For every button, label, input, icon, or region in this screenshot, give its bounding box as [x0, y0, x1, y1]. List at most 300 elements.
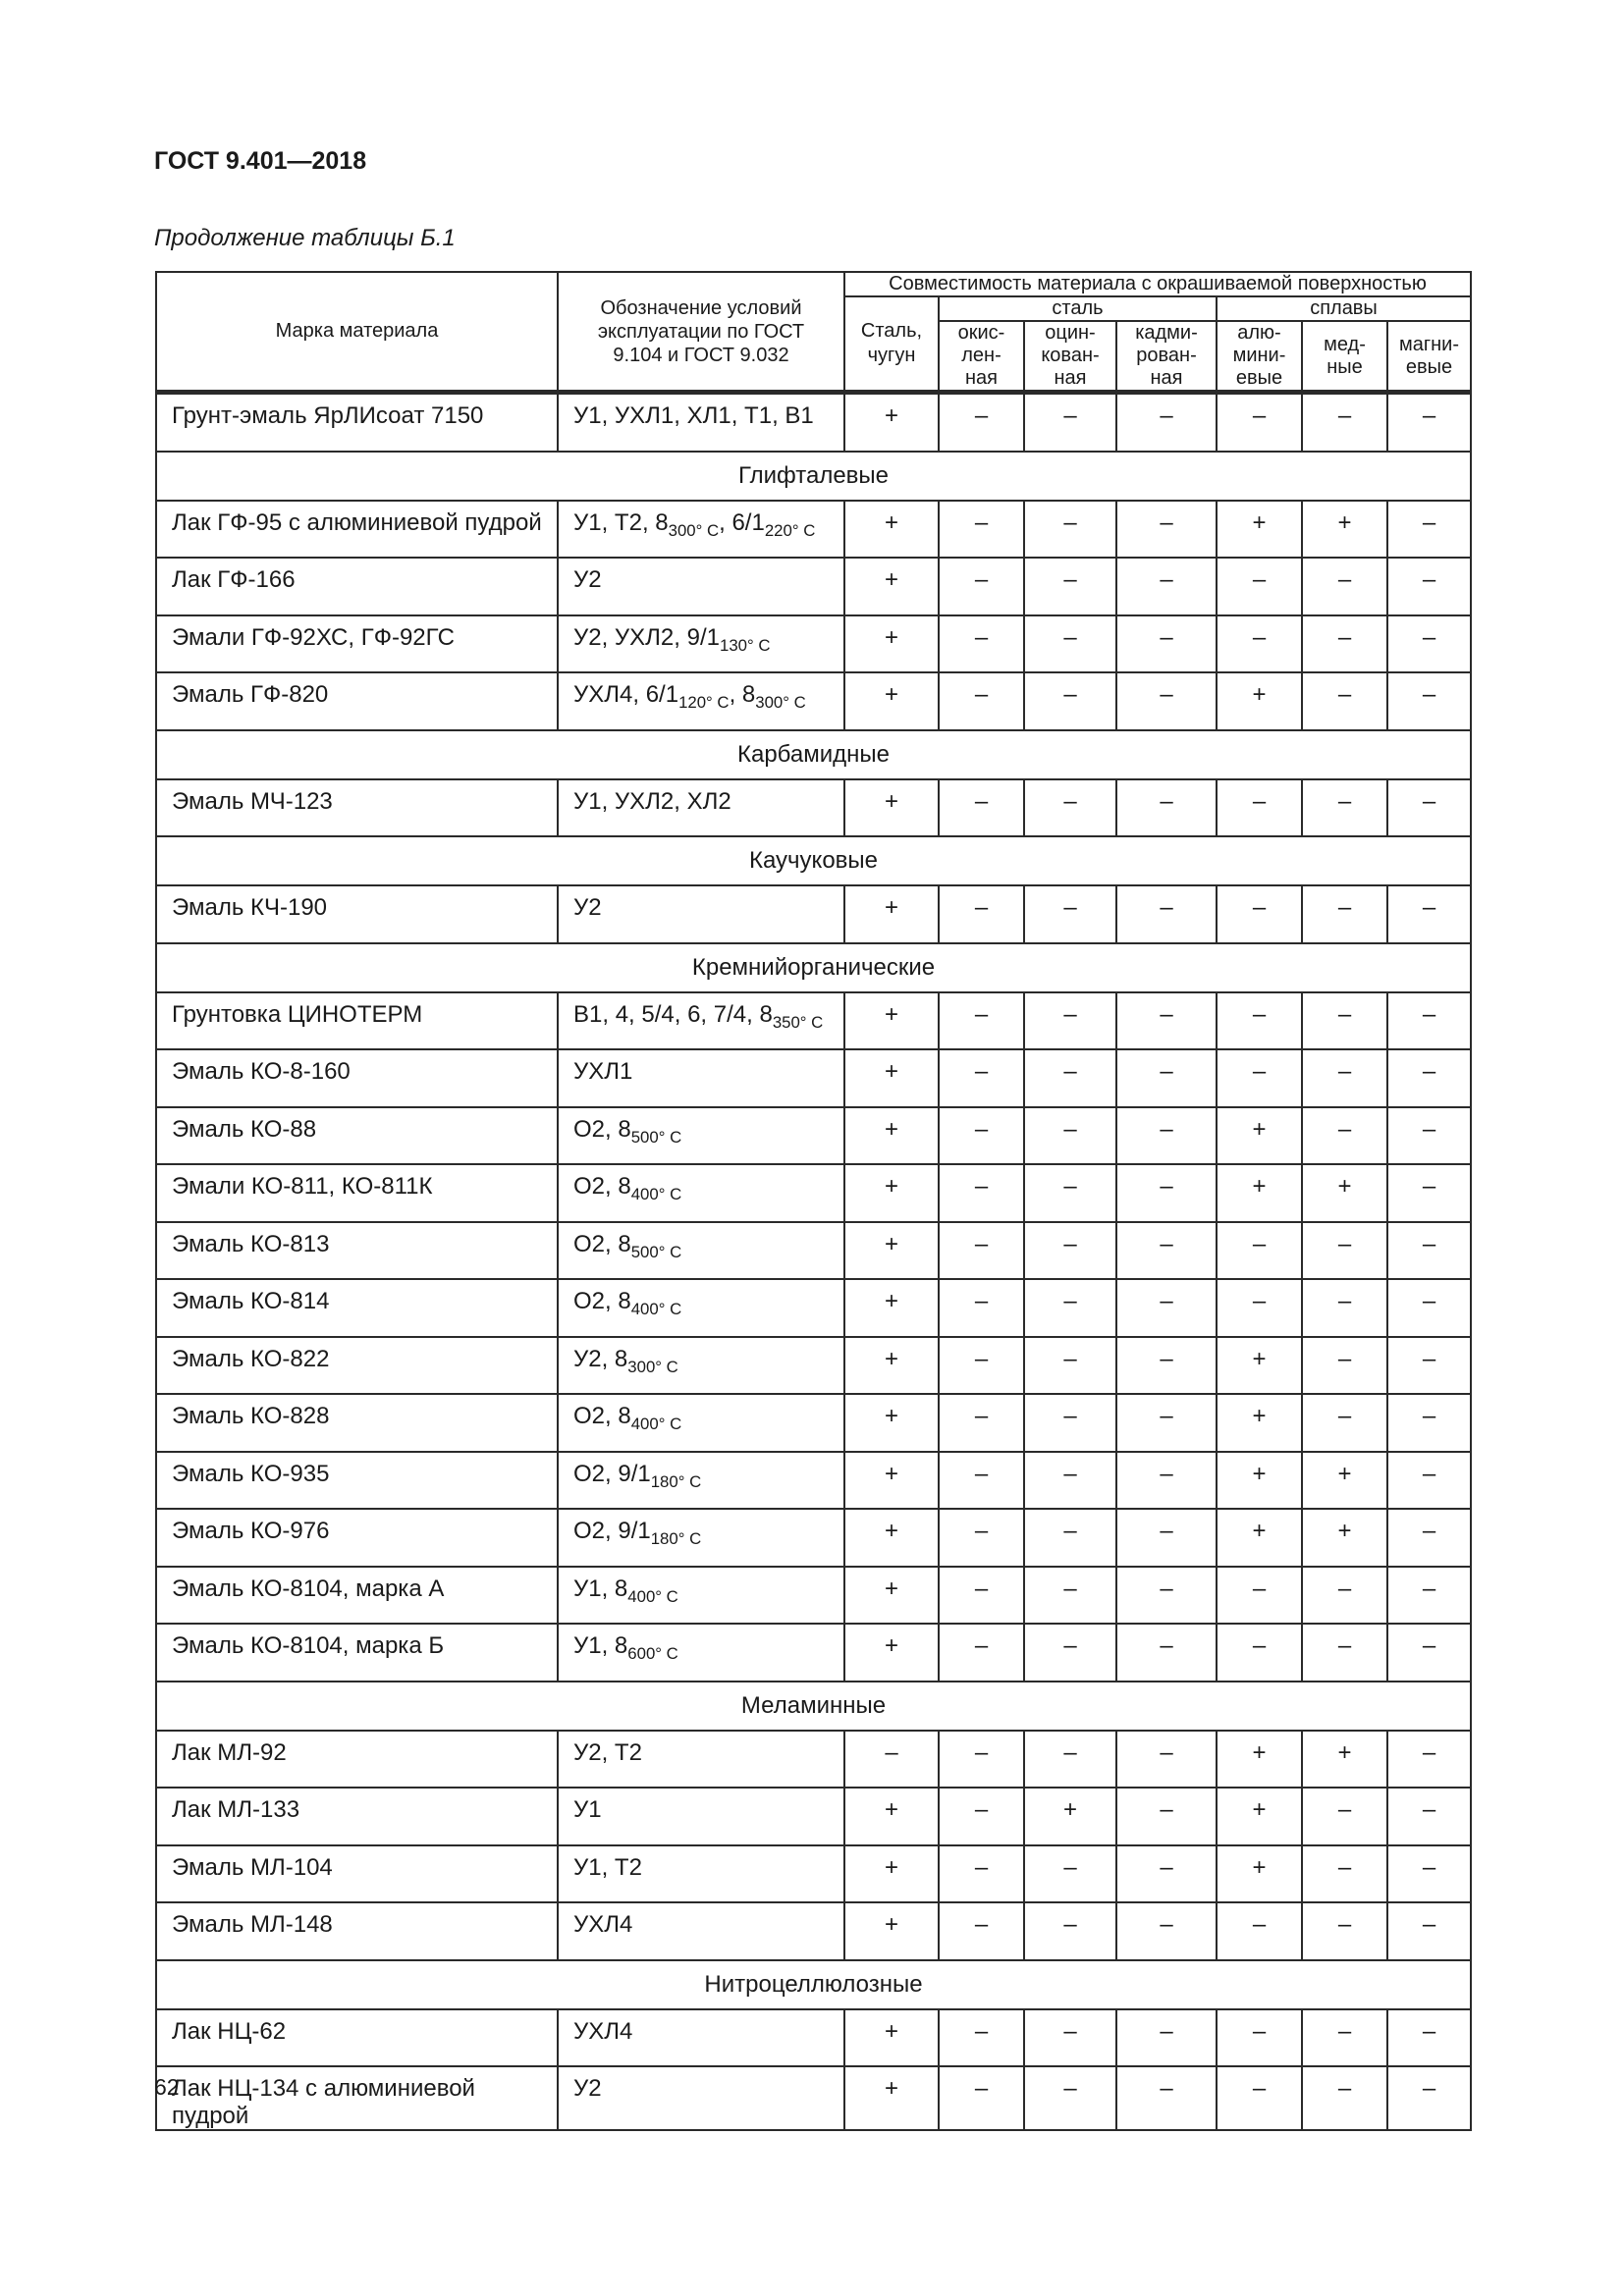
header-galvanized: оцин- кован- ная — [1024, 321, 1116, 393]
compatibility-mark: – — [1387, 615, 1471, 673]
compatibility-mark: + — [844, 992, 939, 1050]
conditions-text: О2, 8 — [573, 1403, 631, 1429]
material-name: Эмаль МЛ-148 — [156, 1902, 558, 1960]
compatibility-mark: + — [1217, 1452, 1302, 1510]
compatibility-mark: – — [1302, 672, 1387, 730]
compatibility-mark: – — [1387, 1279, 1471, 1337]
material-name: Эмаль КО-813 — [156, 1222, 558, 1280]
table-row — [156, 1394, 1471, 1452]
conditions-cell — [558, 779, 844, 837]
compatibility-mark: + — [1217, 1731, 1302, 1789]
compatibility-mark: – — [1116, 1731, 1217, 1789]
compatibility-mark: – — [1387, 2066, 1471, 2130]
conditions-cell — [558, 1624, 844, 1682]
conditions-cell — [558, 615, 844, 673]
compatibility-mark: – — [939, 558, 1024, 615]
compatibility-mark: – — [1217, 885, 1302, 943]
compatibility-mark: – — [1302, 1337, 1387, 1395]
temperature-subscript: 180° С — [650, 1471, 702, 1491]
header-cadmium: кадми- рован- ная — [1116, 321, 1217, 393]
compatibility-mark: – — [1302, 615, 1387, 673]
compatibility-mark: – — [1302, 1049, 1387, 1107]
compatibility-mark: – — [1024, 1624, 1116, 1682]
conditions-text: У1, 8 — [573, 1575, 628, 1602]
compatibility-mark: – — [1024, 779, 1116, 837]
group-heading-row — [156, 836, 1471, 885]
material-name: Эмаль КО-8104, марка А — [156, 1567, 558, 1625]
compatibility-mark: – — [1116, 1107, 1217, 1165]
conditions-cell — [558, 1731, 844, 1789]
header-oxidized: окис- лен- ная — [939, 321, 1024, 393]
header-steel-iron: Сталь, чугун — [844, 296, 939, 393]
temperature-subscript: 350° С — [772, 1012, 824, 1032]
conditions-text: , 6/1 — [719, 508, 765, 536]
compatibility-mark: – — [844, 1731, 939, 1789]
table-row — [156, 1567, 1471, 1625]
compatibility-mark: + — [1217, 1337, 1302, 1395]
conditions-text: У1, Т2 — [573, 1853, 642, 1881]
temperature-subscript: 300° С — [627, 1357, 678, 1376]
compatibility-mark: – — [1116, 558, 1217, 615]
compatibility-mark: – — [1024, 615, 1116, 673]
table-row — [156, 1845, 1471, 1903]
compatibility-mark: – — [939, 393, 1024, 452]
compatibility-mark: + — [844, 1567, 939, 1625]
compatibility-mark: – — [1387, 992, 1471, 1050]
conditions-text: У1 — [573, 1796, 602, 1823]
compatibility-mark: – — [1024, 1902, 1116, 1960]
compatibility-mark: – — [1387, 1337, 1471, 1395]
table-row — [156, 2009, 1471, 2067]
compatibility-mark: – — [1116, 672, 1217, 730]
compatibility-mark: + — [1302, 501, 1387, 559]
compatibility-mark: – — [1387, 1509, 1471, 1567]
conditions-cell — [558, 2066, 844, 2130]
compatibility-mark: – — [1387, 1845, 1471, 1903]
compatibility-mark: + — [1302, 1731, 1387, 1789]
compatibility-mark: – — [1024, 672, 1116, 730]
temperature-subscript: 400° С — [630, 1184, 682, 1203]
page-number: 62 — [154, 2074, 180, 2100]
temperature-subscript: 220° С — [764, 520, 816, 540]
compatibility-mark: – — [1024, 1845, 1116, 1903]
compatibility-mark: – — [1302, 885, 1387, 943]
compatibility-mark: – — [939, 1452, 1024, 1510]
temperature-subscript: 500° С — [630, 1242, 682, 1261]
compatibility-mark: – — [1024, 558, 1116, 615]
compatibility-mark: – — [939, 501, 1024, 559]
compatibility-mark: + — [844, 1509, 939, 1567]
material-name: Эмаль КО-88 — [156, 1107, 558, 1165]
compatibility-mark: – — [1302, 1845, 1387, 1903]
compatibility-mark: – — [1024, 992, 1116, 1050]
compatibility-mark: – — [1024, 1049, 1116, 1107]
compatibility-mark: – — [1387, 2009, 1471, 2067]
temperature-subscript: 400° С — [627, 1586, 678, 1606]
compatibility-mark: + — [844, 1107, 939, 1165]
material-name: Эмаль КО-822 — [156, 1337, 558, 1395]
temperature-subscript: 300° С — [668, 520, 720, 540]
compatibility-mark: – — [1302, 558, 1387, 615]
compatibility-mark: – — [1387, 1788, 1471, 1845]
compatibility-mark: + — [844, 1624, 939, 1682]
compatibility-mark: – — [939, 1567, 1024, 1625]
compatibility-mark: – — [939, 1049, 1024, 1107]
compatibility-mark: – — [939, 1394, 1024, 1452]
conditions-cell — [558, 1049, 844, 1107]
conditions-cell — [558, 885, 844, 943]
compatibility-mark: – — [939, 1624, 1024, 1682]
compatibility-mark: – — [1387, 1624, 1471, 1682]
compatibility-mark: + — [844, 2009, 939, 2067]
compatibility-mark: – — [1217, 1222, 1302, 1280]
conditions-cell — [558, 1509, 844, 1567]
table-row — [156, 1902, 1471, 1960]
compatibility-mark: – — [1116, 615, 1217, 673]
header-conditions: Обозначение условий эксплуатации по ГОСТ 9.104 и ГОСТ 9.032 — [558, 272, 844, 393]
conditions-text: В1, 4, 5/4, 6, 7/4, 8 — [573, 1000, 773, 1028]
conditions-text: У2, 8 — [573, 1345, 628, 1372]
compatibility-mark: – — [1387, 558, 1471, 615]
header-copper: мед- ные — [1302, 321, 1387, 393]
table-row — [156, 393, 1471, 452]
conditions-text: О2, 9/1 — [573, 1460, 651, 1487]
conditions-cell — [558, 1337, 844, 1395]
compatibility-mark: – — [1387, 1107, 1471, 1165]
compatibility-mark: – — [1217, 779, 1302, 837]
compatibility-mark: – — [1116, 885, 1217, 943]
compatibility-mark: – — [1387, 1902, 1471, 1960]
conditions-cell — [558, 2009, 844, 2067]
compatibility-mark: – — [1302, 1107, 1387, 1165]
conditions-cell — [558, 1788, 844, 1845]
compatibility-mark: – — [939, 779, 1024, 837]
conditions-cell — [558, 393, 844, 452]
material-name: Эмали ГФ-92ХС, ГФ-92ГС — [156, 615, 558, 673]
compatibility-mark: – — [1302, 1902, 1387, 1960]
compatibility-mark: + — [844, 1452, 939, 1510]
compatibility-mark: – — [1387, 885, 1471, 943]
compatibility-mark: – — [1024, 1394, 1116, 1452]
compatibility-mark: – — [1302, 1394, 1387, 1452]
material-name: Эмаль КО-8-160 — [156, 1049, 558, 1107]
compatibility-mark: – — [1116, 1845, 1217, 1903]
compatibility-mark: – — [1217, 393, 1302, 452]
material-name: Грунт-эмаль ЯрЛИсоат 7150 — [156, 393, 558, 452]
table-row — [156, 1731, 1471, 1789]
conditions-text: УХЛ4 — [573, 1911, 633, 1938]
material-name: Эмаль МЧ-123 — [156, 779, 558, 837]
compatibility-mark: + — [1217, 1845, 1302, 1903]
material-name: Эмали КО-811, КО-811К — [156, 1164, 558, 1222]
table-row — [156, 1788, 1471, 1845]
compatibility-mark: – — [1302, 393, 1387, 452]
compatibility-mark: – — [1387, 779, 1471, 837]
compatibility-mark: + — [844, 672, 939, 730]
table-row — [156, 1509, 1471, 1567]
conditions-text: У2 — [573, 2075, 602, 2102]
material-name: Эмаль КО-935 — [156, 1452, 558, 1510]
temperature-subscript: 130° С — [719, 635, 771, 655]
material-name: Лак НЦ-134 с алюминиевой пудрой — [156, 2066, 558, 2130]
group-heading-row — [156, 452, 1471, 501]
header-alloys-group: сплавы — [1217, 296, 1471, 321]
table-row — [156, 1222, 1471, 1280]
compatibility-mark: + — [1217, 1788, 1302, 1845]
compatibility-mark: – — [1116, 1509, 1217, 1567]
compatibility-mark: + — [844, 1049, 939, 1107]
table-row — [156, 1279, 1471, 1337]
temperature-subscript: 400° С — [630, 1299, 682, 1318]
conditions-text: У2 — [573, 566, 602, 593]
compatibility-mark: – — [1024, 393, 1116, 452]
compatibility-mark: – — [1116, 1902, 1217, 1960]
compatibility-mark: + — [844, 615, 939, 673]
document-id: ГОСТ 9.401—2018 — [154, 147, 367, 175]
compatibility-mark: – — [939, 672, 1024, 730]
material-name: Эмаль КО-8104, марка Б — [156, 1624, 558, 1682]
material-name: Лак ГФ-95 с алюминиевой пудрой — [156, 501, 558, 559]
compatibility-mark: – — [1387, 1164, 1471, 1222]
compatibility-mark: + — [844, 885, 939, 943]
compatibility-mark: – — [1116, 779, 1217, 837]
compatibility-mark: + — [844, 1394, 939, 1452]
group-heading-row — [156, 1682, 1471, 1731]
group-heading-row — [156, 730, 1471, 779]
temperature-subscript: 180° С — [650, 1528, 702, 1548]
compatibility-mark: – — [1024, 1567, 1116, 1625]
temperature-subscript: 500° С — [630, 1127, 682, 1147]
group-heading: Нитроцеллюлозные — [156, 1960, 1471, 2009]
table-row — [156, 1107, 1471, 1165]
table-row — [156, 779, 1471, 837]
compatibility-mark: + — [1024, 1788, 1116, 1845]
conditions-text: У1, УХЛ1, ХЛ1, Т1, В1 — [573, 402, 814, 429]
compatibility-mark: – — [1302, 1567, 1387, 1625]
compatibility-mark: – — [1116, 1788, 1217, 1845]
conditions-text: О2, 8 — [573, 1173, 631, 1200]
compatibility-mark: – — [939, 1164, 1024, 1222]
conditions-text: У1, Т2, 8 — [573, 508, 669, 536]
temperature-subscript: 120° С — [678, 692, 730, 712]
header-magnesium: магни- евые — [1387, 321, 1471, 393]
compatibility-mark: – — [1217, 1902, 1302, 1960]
compatibility-mark: – — [1387, 672, 1471, 730]
conditions-cell — [558, 1164, 844, 1222]
compatibility-mark: – — [1387, 501, 1471, 559]
temperature-subscript: 300° С — [755, 692, 806, 712]
compatibility-mark: – — [939, 2009, 1024, 2067]
compatibility-mark: + — [844, 1164, 939, 1222]
material-name: Лак МЛ-133 — [156, 1788, 558, 1845]
conditions-text: , 8 — [729, 681, 756, 708]
group-heading: Кремнийорганические — [156, 943, 1471, 992]
conditions-cell — [558, 1394, 844, 1452]
conditions-text: О2, 8 — [573, 1115, 631, 1143]
conditions-cell — [558, 1107, 844, 1165]
compatibility-mark: – — [939, 1337, 1024, 1395]
conditions-cell — [558, 1567, 844, 1625]
compatibility-mark: – — [939, 1788, 1024, 1845]
compatibility-mark: + — [1302, 1164, 1387, 1222]
compatibility-mark: – — [1024, 1337, 1116, 1395]
compatibility-mark: – — [1024, 1279, 1116, 1337]
conditions-text: УХЛ4 — [573, 2017, 633, 2045]
compatibility-mark: – — [1302, 1624, 1387, 1682]
compatibility-mark: – — [1024, 1452, 1116, 1510]
compatibility-mark: + — [844, 1845, 939, 1903]
conditions-text: УХЛ1 — [573, 1058, 633, 1085]
compatibility-mark: – — [1116, 1394, 1217, 1452]
compatibility-mark: + — [844, 1788, 939, 1845]
table-row — [156, 1337, 1471, 1395]
compatibility-mark: – — [939, 2066, 1024, 2130]
conditions-text: О2, 8 — [573, 1288, 631, 1314]
material-name: Эмаль ГФ-820 — [156, 672, 558, 730]
table-caption: Продолжение таблицы Б.1 — [154, 225, 456, 251]
compatibility-mark: – — [1116, 2066, 1217, 2130]
compatibility-mark: + — [1217, 501, 1302, 559]
compatibility-mark: – — [1302, 992, 1387, 1050]
conditions-text: У2, УХЛ2, 9/1 — [573, 623, 720, 651]
temperature-subscript: 600° С — [627, 1643, 678, 1663]
compatibility-mark: – — [1116, 1279, 1217, 1337]
compatibility-table — [155, 271, 1472, 2131]
compatibility-mark: – — [1116, 393, 1217, 452]
table-row — [156, 2066, 1471, 2130]
conditions-cell — [558, 1902, 844, 1960]
compatibility-mark: – — [1387, 1049, 1471, 1107]
header-steel-group: сталь — [939, 296, 1217, 321]
compatibility-mark: – — [1217, 1279, 1302, 1337]
compatibility-mark: + — [844, 1222, 939, 1280]
material-name: Эмаль КЧ-190 — [156, 885, 558, 943]
group-heading-row — [156, 1960, 1471, 2009]
compatibility-mark: – — [1024, 1509, 1116, 1567]
conditions-text: О2, 8 — [573, 1230, 631, 1257]
conditions-cell — [558, 1845, 844, 1903]
compatibility-mark: – — [1116, 1164, 1217, 1222]
table-row — [156, 672, 1471, 730]
compatibility-mark: + — [844, 1279, 939, 1337]
compatibility-mark: – — [1217, 1049, 1302, 1107]
compatibility-mark: – — [1217, 2009, 1302, 2067]
compatibility-mark: + — [1217, 1509, 1302, 1567]
conditions-cell — [558, 558, 844, 615]
compatibility-mark: – — [939, 1902, 1024, 1960]
compatibility-mark: – — [1116, 1049, 1217, 1107]
material-name: Эмаль КО-976 — [156, 1509, 558, 1567]
compatibility-mark: – — [1217, 1624, 1302, 1682]
header-compatibility: Совместимость материала с окрашиваемой поверхностью — [844, 272, 1471, 296]
compatibility-mark: + — [844, 1337, 939, 1395]
compatibility-mark: – — [1024, 1222, 1116, 1280]
compatibility-mark: – — [1024, 1107, 1116, 1165]
header-aluminum: алю- мини- евые — [1217, 321, 1302, 393]
conditions-text: У2 — [573, 894, 602, 921]
group-heading: Глифталевые — [156, 452, 1471, 501]
compatibility-mark: – — [1116, 1337, 1217, 1395]
compatibility-mark: + — [844, 558, 939, 615]
compatibility-mark: – — [1387, 393, 1471, 452]
table-row — [156, 992, 1471, 1050]
compatibility-mark: + — [844, 779, 939, 837]
material-name: Эмаль КО-814 — [156, 1279, 558, 1337]
compatibility-mark: – — [1217, 1567, 1302, 1625]
table-row — [156, 1164, 1471, 1222]
compatibility-mark: – — [1387, 1394, 1471, 1452]
compatibility-mark: – — [1116, 1567, 1217, 1625]
conditions-cell — [558, 1222, 844, 1280]
compatibility-mark: – — [1302, 779, 1387, 837]
compatibility-mark: – — [1387, 1731, 1471, 1789]
compatibility-mark: + — [844, 1902, 939, 1960]
table-row — [156, 558, 1471, 615]
compatibility-mark: – — [1024, 501, 1116, 559]
conditions-text: У2, Т2 — [573, 1738, 642, 1766]
material-name: Грунтовка ЦИНОТЕРМ — [156, 992, 558, 1050]
header-material: Марка материала — [156, 272, 558, 393]
table-row — [156, 1624, 1471, 1682]
compatibility-mark: – — [1302, 1222, 1387, 1280]
material-name: Лак НЦ-62 — [156, 2009, 558, 2067]
material-name: Эмаль МЛ-104 — [156, 1845, 558, 1903]
compatibility-mark: – — [1217, 558, 1302, 615]
compatibility-mark: – — [939, 1845, 1024, 1903]
table-header — [156, 272, 1471, 393]
group-heading: Каучуковые — [156, 836, 1471, 885]
compatibility-mark: + — [1302, 1509, 1387, 1567]
group-heading: Карбамидные — [156, 730, 1471, 779]
conditions-cell — [558, 992, 844, 1050]
compatibility-mark: + — [1302, 1452, 1387, 1510]
table-row — [156, 885, 1471, 943]
material-name: Лак МЛ-92 — [156, 1731, 558, 1789]
compatibility-mark: – — [1217, 992, 1302, 1050]
compatibility-mark: – — [1302, 2066, 1387, 2130]
compatibility-mark: + — [844, 2066, 939, 2130]
compatibility-mark: – — [1302, 1788, 1387, 1845]
compatibility-mark: – — [939, 885, 1024, 943]
compatibility-mark: – — [939, 1731, 1024, 1789]
compatibility-mark: – — [1217, 615, 1302, 673]
compatibility-mark: – — [1217, 2066, 1302, 2130]
temperature-subscript: 400° С — [630, 1414, 682, 1433]
table-row — [156, 501, 1471, 559]
conditions-cell — [558, 501, 844, 559]
conditions-cell — [558, 1452, 844, 1510]
compatibility-mark: – — [1024, 2066, 1116, 2130]
material-name: Эмаль КО-828 — [156, 1394, 558, 1452]
compatibility-mark: – — [939, 1509, 1024, 1567]
compatibility-mark: – — [1302, 1279, 1387, 1337]
compatibility-mark: + — [844, 393, 939, 452]
compatibility-mark: – — [1387, 1452, 1471, 1510]
compatibility-mark: – — [939, 615, 1024, 673]
compatibility-mark: + — [1217, 1164, 1302, 1222]
compatibility-mark: – — [1302, 2009, 1387, 2067]
conditions-text: УХЛ4, 6/1 — [573, 681, 679, 708]
table-row — [156, 615, 1471, 673]
compatibility-mark: – — [1116, 1452, 1217, 1510]
group-heading-row — [156, 943, 1471, 992]
compatibility-mark: + — [844, 501, 939, 559]
compatibility-mark: – — [939, 1107, 1024, 1165]
compatibility-mark: – — [1116, 992, 1217, 1050]
compatibility-mark: – — [1024, 1164, 1116, 1222]
conditions-cell — [558, 1279, 844, 1337]
compatibility-mark: – — [939, 1279, 1024, 1337]
